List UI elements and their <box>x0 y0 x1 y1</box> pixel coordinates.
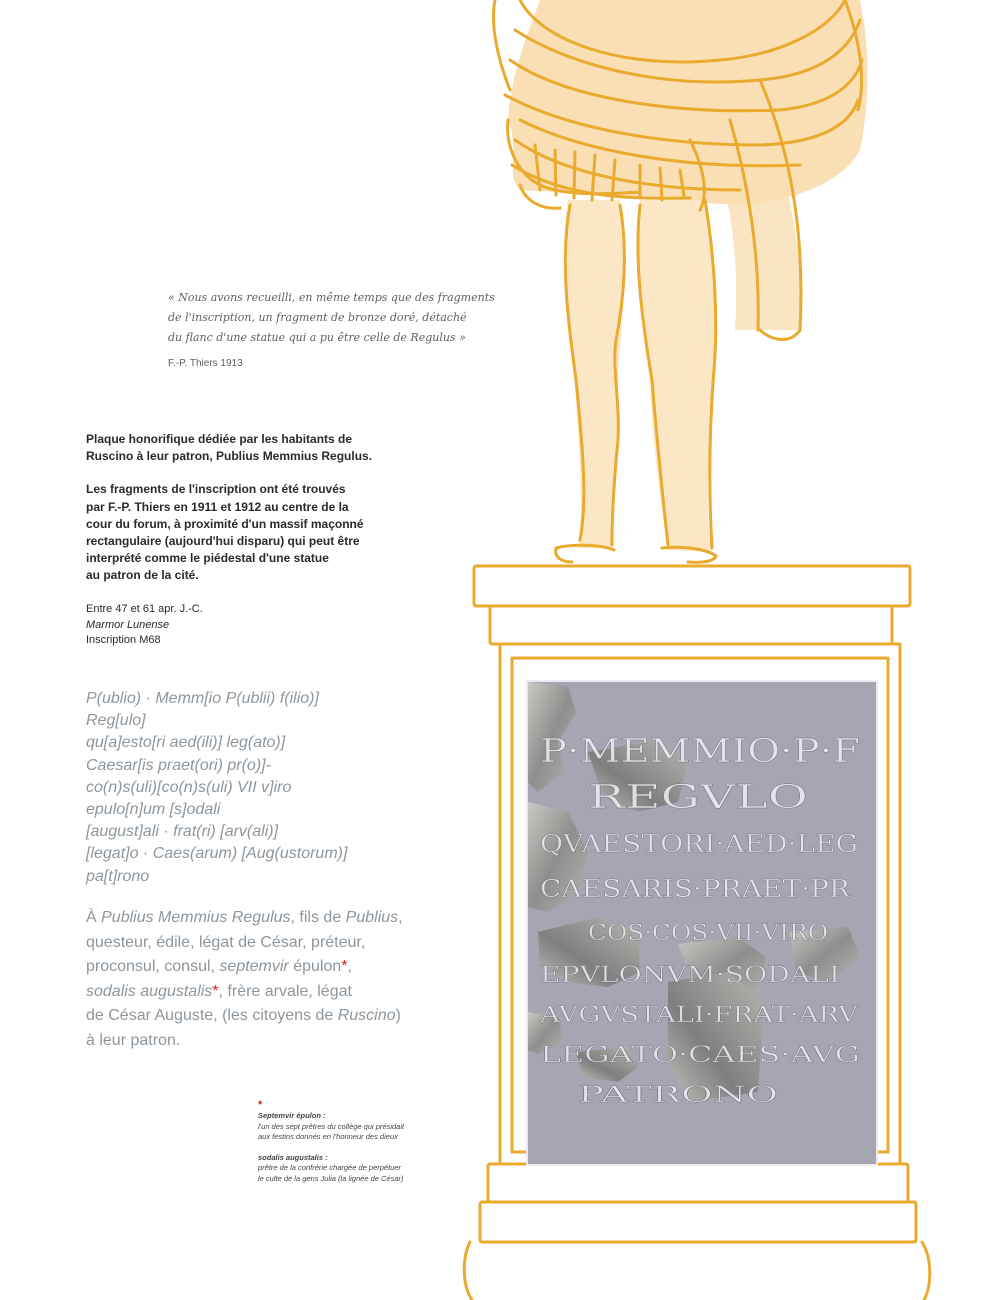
footnote-definition: prêtre de la confrérie chargée de perpétuer <box>258 1163 402 1172</box>
description-body-line: par F.-P. Thiers en 1911 et 1912 au centre de la <box>86 499 349 514</box>
translation-line <box>86 980 436 1005</box>
plaque-line: EPVLONVM·SODALI <box>540 963 840 988</box>
description-body-line: interprété comme le piédestal d'une statue <box>86 551 329 566</box>
meta-material: Marmor Lunense <box>86 618 170 631</box>
translation-line: à leur patron. <box>86 1031 181 1049</box>
translation-text: , fils de <box>290 909 346 926</box>
footnote-marker: * <box>212 982 219 1000</box>
translation-name: Publius Memmius Regulus <box>101 909 291 926</box>
description-body-line: rectangulaire (aujourd'hui disparu) qui peut être <box>86 534 360 549</box>
description-body-line: au patron de la cité. <box>86 568 199 583</box>
quote-block <box>168 288 508 348</box>
translation-father: Publius <box>345 909 399 926</box>
translation-text: , frère arvale, légat <box>218 982 352 1000</box>
translation-text: À <box>86 909 102 926</box>
latin-transcription <box>86 688 347 888</box>
description-body-line: cour du forum, à proximité d'un massif maçonné <box>86 516 364 531</box>
footnote-definition: le culte de la gens Julia (la lignée de César) <box>258 1173 404 1183</box>
latin-line: P(ublio) · Memm[io P(ublii) f(ilio)] <box>86 690 319 707</box>
description-body-line: Les fragments de l'inscription ont été trouvés <box>86 482 346 497</box>
plaque-line: COS·COS·VII·VIRO <box>588 921 828 946</box>
plaque-line: PATRONO <box>578 1083 778 1108</box>
inscription-plaque <box>528 682 876 1164</box>
translation-line <box>86 955 436 980</box>
latin-line: [august]ali · frat(ri) [arv(ali)] <box>86 823 279 841</box>
plaque-line: REGVLO <box>588 777 808 816</box>
plaque-line: QVAESTORI·AED·LEG <box>540 830 858 858</box>
translation-city: Ruscino <box>337 1007 396 1024</box>
translation-term: septemvir <box>219 958 289 975</box>
quote-line: de l'inscription, un fragment de bronze doré, détaché <box>168 311 467 324</box>
footnote-asterisk: * <box>258 1099 263 1111</box>
quote-author: F.-P. Thiers 1913 <box>168 358 243 369</box>
translation-text: ) <box>395 1007 401 1024</box>
latin-line: epulo[n]um [s]odali <box>86 801 221 819</box>
translation-text: de César Auguste, (les citoyens de <box>86 1007 338 1024</box>
description-title-line: Plaque honorifique dédiée par les habitants de <box>86 432 353 446</box>
meta-date: Entre 47 et 61 apr. J.-C. <box>86 603 203 615</box>
plaque-line: CAESARIS·PRAET·PR <box>540 875 852 903</box>
footnote-definition: aux festins donnés en l'honneur des dieux <box>258 1132 398 1141</box>
description-title-line: Ruscino à leur patron, Publius Memmius Regulus. <box>86 449 373 464</box>
quote-line: du flanc d'une statue qui a pu être celle de Regulus » <box>168 331 466 344</box>
translation-text: épulon <box>288 958 342 975</box>
meta-inscription-id: Inscription M68 <box>86 634 161 646</box>
meta-block <box>86 602 203 649</box>
plaque-line: AVGVSTALI·FRAT·ARV <box>538 1003 860 1028</box>
latin-line: co(n)s(uli)[co(n)s(uli) VII v]iro <box>86 778 292 796</box>
description-body <box>86 481 396 584</box>
plaque-line: LEGATO·CAES·AVG <box>540 1043 860 1068</box>
translation-term: sodalis augustalis <box>86 982 213 1000</box>
translation-text: , <box>398 909 403 926</box>
inscription-photo <box>526 680 878 1166</box>
footnote-marker: * <box>341 958 348 975</box>
translation-line <box>86 906 436 931</box>
footnote-term: sodalis augustalis : <box>258 1152 328 1162</box>
description-block <box>86 431 396 601</box>
translation-text: proconsul, consul, <box>86 958 220 975</box>
latin-line: [legat]o · Caes(arum) [Aug(ustorum)] <box>86 845 348 863</box>
footnote-term: Septemvir épulon : <box>258 1111 326 1120</box>
translation-line: questeur, édile, légat de César, préteur, <box>86 933 366 951</box>
latin-line: Reg[ulo] <box>86 712 146 730</box>
footnote-definition: l'un des sept prêtres du collège qui présidait <box>258 1121 405 1131</box>
description-title <box>86 431 396 465</box>
footnotes <box>258 1100 478 1184</box>
latin-line: qu[a]esto[ri aed(ili)] leg(ato)] <box>86 734 286 752</box>
translation-line <box>86 1004 436 1029</box>
latin-line: Caesar[is praet(ori) pr(o)]- <box>86 756 271 774</box>
translation-text: , <box>347 958 352 975</box>
quote-line: « Nous avons recueilli, en même temps que des fragments <box>168 291 495 304</box>
plaque-line: P·MEMMIO·P·F <box>540 731 860 770</box>
latin-line: pa[t]rono <box>86 867 150 885</box>
french-translation <box>86 906 436 1053</box>
